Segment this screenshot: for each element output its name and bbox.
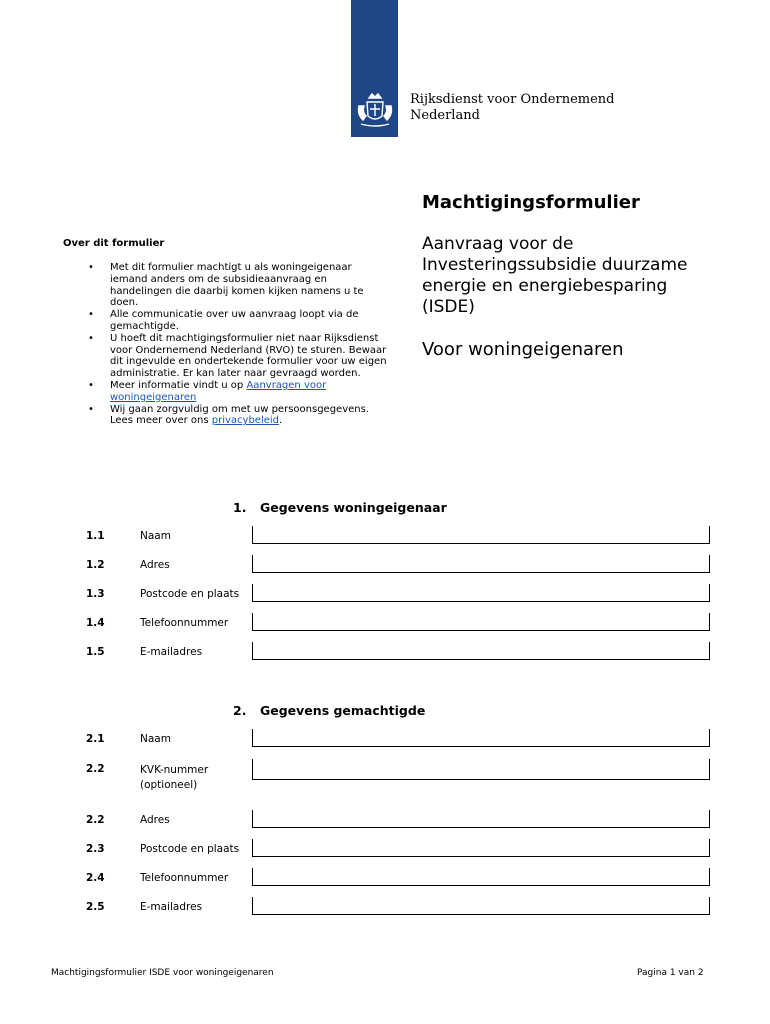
row-number: 2.4 <box>86 872 105 884</box>
list-item <box>88 380 388 404</box>
bullet: • <box>88 262 94 273</box>
row-label: Naam <box>140 733 171 745</box>
postcode-plaats-field[interactable] <box>252 584 710 602</box>
list-item-text: Alle communicatie over uw aanvraag loopt via de gemachtigde. <box>110 309 359 332</box>
list-item-text: U hoeft dit machtigingsformulier niet naar Rijksdienst voor Ondernemend Nederland (RVO) te sturen. Bewaar dit ingevulde en ondertekende formulier voor uw eigen administratie. Er kan later naar gevraagd worden. <box>110 332 387 380</box>
gemachtigde-telefoonnummer-field[interactable] <box>252 868 710 886</box>
organization-name-line1: Rijksdienst voor Ondernemend <box>410 92 615 107</box>
section-title-text: Gegevens gemachtigde <box>260 703 426 718</box>
logo-bar <box>351 0 398 137</box>
document-subtitle: Aanvraag voor de Investeringssubsidie duurzame energie en energiebesparing (ISDE) <box>422 234 688 317</box>
row-label: Postcode en plaats <box>140 588 240 600</box>
row-label: Telefoonnummer <box>140 872 229 884</box>
bullet: • <box>88 332 94 344</box>
section-number: 2. <box>233 703 247 718</box>
gemachtigde-postcode-plaats-field[interactable] <box>252 839 710 857</box>
aanvragen-link[interactable]: Aanvragen voor woningeigenaren <box>110 379 327 403</box>
row-number: 2.5 <box>86 901 105 913</box>
organization-name-line2: Nederland <box>410 108 480 123</box>
list-item-text: Met dit formulier machtigt u als woningeigenaar iemand anders om de subsidieaanvraag en handelingen die daarbij komen kijken namens u te doen. <box>110 262 364 309</box>
about-list <box>88 262 388 427</box>
privacy-link[interactable]: privacybeleid <box>211 415 280 427</box>
row-label: E-mailadres <box>140 901 203 913</box>
footer-title: Machtigingsformulier ISDE voor woningeigenaren <box>51 968 274 978</box>
row-label: KVK-nummer (optioneel) <box>140 764 209 791</box>
page-number: Pagina 1 van 2 <box>637 968 704 978</box>
row-number: 1.1 <box>86 530 105 542</box>
gemachtigde-emailadres-field[interactable] <box>252 897 710 915</box>
list-item <box>88 309 388 333</box>
section-title-text: Gegevens woningeigenaar <box>260 500 447 515</box>
section-number: 1. <box>233 500 247 515</box>
emailadres-field[interactable] <box>252 642 710 660</box>
gemachtigde-adres-field[interactable] <box>252 810 710 828</box>
bullet: • <box>88 403 94 415</box>
crest-icon <box>355 92 395 130</box>
section-2-title <box>233 703 425 718</box>
row-label: Adres <box>140 814 170 826</box>
list-item-text: Wij gaan zorgvuldig om met uw persoonsgegevens. Lees meer over ons <box>110 403 369 427</box>
row-label: Telefoonnummer <box>140 617 229 629</box>
row-number: 2.2 <box>86 763 105 775</box>
row-label: Naam <box>140 530 171 542</box>
organization-name <box>410 92 614 124</box>
row-label: Adres <box>140 559 170 571</box>
gemachtigde-naam-field[interactable] <box>252 729 710 747</box>
document-title: Machtigingsformulier <box>422 192 640 213</box>
adres-field[interactable] <box>252 555 710 573</box>
row-label: E-mailadres <box>140 646 203 658</box>
row-number: 2.3 <box>86 843 105 855</box>
naam-field[interactable] <box>252 526 710 544</box>
row-number: 2.2 <box>86 814 105 826</box>
row-number: 1.3 <box>86 588 105 600</box>
list-item-text: Meer informatie vindt u op <box>110 379 247 391</box>
row-number: 1.4 <box>86 617 105 629</box>
row-label: Postcode en plaats <box>140 843 240 855</box>
section-1-title <box>233 500 447 515</box>
bullet: • <box>88 379 94 391</box>
bullet: • <box>88 309 94 321</box>
row-number: 2.1 <box>86 733 105 745</box>
list-item <box>88 262 388 309</box>
list-item-suffix: . <box>279 415 283 427</box>
kvk-nummer-field[interactable] <box>252 759 710 780</box>
list-item <box>88 404 388 428</box>
about-title: Over dit formulier <box>63 238 165 249</box>
audience-heading: Voor woningeigenaren <box>422 339 624 360</box>
row-number: 1.2 <box>86 559 105 571</box>
telefoonnummer-field[interactable] <box>252 613 710 631</box>
row-number: 1.5 <box>86 646 105 658</box>
list-item <box>88 333 388 380</box>
